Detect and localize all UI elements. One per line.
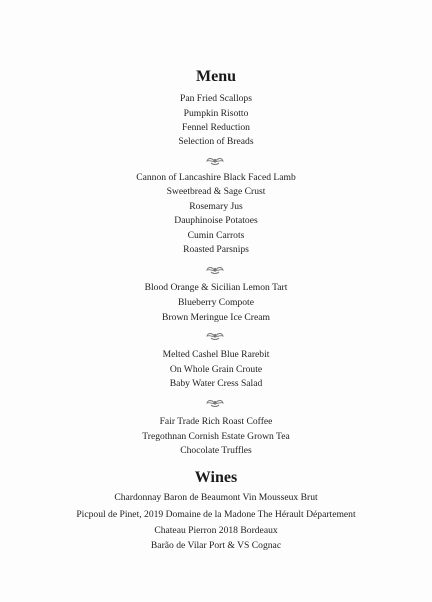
menu-item: Cumin Carrots	[187, 230, 245, 241]
menu-item: Brown Meringue Ice Cream	[162, 312, 270, 323]
menu-item: Sweetbread & Sage Crust	[166, 186, 266, 197]
menu-item: Fair Trade Rich Roast Coffee	[159, 416, 273, 427]
menu-item: Baby Water Cress Salad	[169, 378, 263, 389]
menu-item: Rosemary Jus	[189, 201, 243, 212]
menu-item: Blood Orange & Sicilian Lemon Tart	[144, 282, 288, 293]
menu-item: Cannon of Lancashire Black Faced Lamb	[136, 172, 296, 183]
menu-item: Selection of Breads	[178, 136, 254, 147]
menu-item: Chocolate Truffles	[180, 445, 252, 456]
menu-item: Blueberry Compote	[178, 297, 254, 308]
menu-item: Pumpkin Risotto	[183, 108, 249, 119]
floral-divider-icon	[205, 398, 225, 408]
wine-item: Chardonnay Baron de Beaumont Vin Mousseux Brut	[114, 492, 318, 503]
floral-divider-icon	[205, 156, 225, 166]
wine-item: Barão de Vilar Port & VS Cognac	[150, 540, 282, 551]
menu-item: Melted Cashel Blue Rarebit	[162, 349, 270, 360]
wines-title: Wines	[194, 469, 238, 486]
wine-item: Chateau Pierron 2018 Bordeaux	[154, 525, 278, 536]
floral-divider-icon	[205, 265, 225, 275]
menu-item: Fennel Reduction	[182, 122, 250, 133]
menu-item: On Whole Grain Croute	[169, 364, 263, 375]
menu-item: Tregothnan Cornish Estate Grown Tea	[142, 431, 290, 442]
menu-item: Roasted Parsnips	[183, 244, 249, 255]
menu-item: Dauphinoise Potatoes	[174, 215, 258, 226]
menu-title: Menu	[196, 68, 236, 85]
floral-divider-icon	[205, 331, 225, 341]
wine-item: Picpoul de Pinet, 2019 Domaine de la Madone The Hérault Département	[76, 509, 356, 520]
menu-item: Pan Fried Scallops	[180, 93, 252, 104]
